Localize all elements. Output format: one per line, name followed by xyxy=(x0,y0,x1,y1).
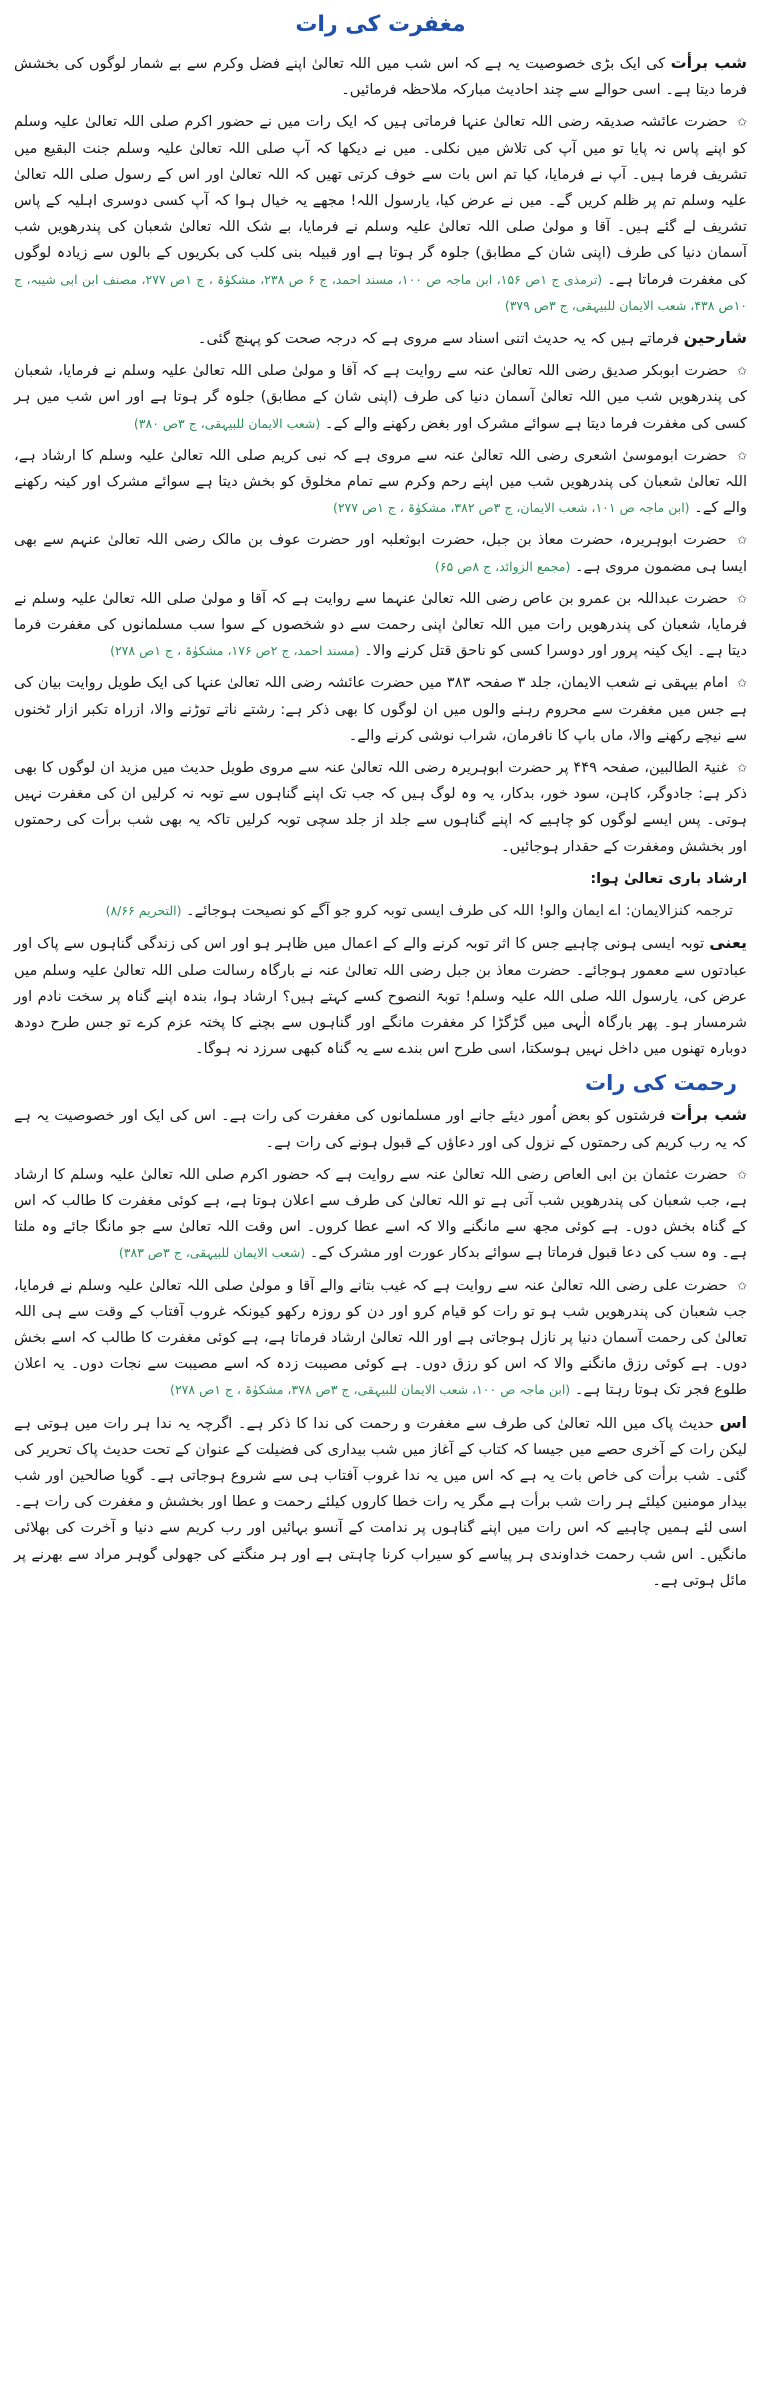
hadith-paragraph xyxy=(14,527,747,579)
hadith-paragraph xyxy=(14,1162,747,1267)
commentators-lead: شارحین xyxy=(683,328,747,348)
star-icon: ✩ xyxy=(736,448,747,463)
tawbah-text: توبہ ایسی ہونی چاہیے جس کا اثر توبہ کرنے والے کے اعمال میں ظاہر ہو اور اس کی زندگی گناہوں سے پاک اور عبادتوں سے معمور ہوجائے۔ حضرت معاذ بن جبل رضی اللہ تعالیٰ عنہ نے بارگاہ رسالت صلی اللہ تعالیٰ علیہ وسلم میں عرض کی، یارسول اللہ صلی اللہ علیہ وسلم! توبۃ النصوح کسے کہتے ہیں؟ ارشاد ہوا، بندہ اپنے گناہ پر سخت نادم اور شرمسار ہو۔ پھر بارگاہ الٰہی میں گڑگڑا کر مغفرت مانگے اور گناہوں سے بچنے کا پختہ عزم کرے تو جس طرح دودھ دوبارہ تھنوں میں داخل نہیں ہوسکتا، اسی طرح اس بندے سے یہ گناہ کبھی سرزد نہ ہوگا۔ xyxy=(14,935,747,1058)
star-icon: ✩ xyxy=(736,533,747,548)
hadith-paragraph xyxy=(14,109,747,319)
hadith-text: حضرت عائشہ صدیقہ رضی اللہ تعالیٰ عنہا فرماتی ہیں کہ ایک رات میں نے حضور اکرم صلی اللہ تعالیٰ علیہ وسلم کو اپنے پاس نہ پایا تو میں آپ کی تلاش میں نکلی۔ میں نے دیکھا کہ آپ صلی اللہ تعالیٰ علیہ وسلم جنت البقیع میں تشریف فرما ہیں۔ آپ نے فرمایا، کیا تم اس بات سے خوف کرتی تھیں کہ اللہ تعالیٰ اور اس کے رسول صلی اللہ تعالیٰ علیہ وسلم تم پر ظلم کریں گے۔ میں نے عرض کیا، یارسول اللہ! مجھے یہ خیال ہوا کہ آپ کسی دوسری اہلیہ کے پاس تشریف لے گئے ہیں۔ آقا و مولیٰ صلی اللہ تعالیٰ علیہ وسلم نے فرمایا، بے شک اللہ تعالیٰ شعبان کی پندرھویں شب آسمان دنیا کی طرف (اپنی شان کے مطابق) جلوہ گر ہوتا ہے اور قبیلہ بنی کلب کی بکریوں کے بالوں سے زیادہ لوگوں کی مغفرت فرماتا ہے۔ xyxy=(14,113,748,288)
intro-lead: شب برأت xyxy=(670,1105,748,1125)
section-title: رحمت کی رات xyxy=(584,1071,737,1096)
hadith-reference: (ترمذی ج ۱ص ۱۵۶، ابن ماجہ ص ۱۰۰، مسند احمد، ج ۶ ص ۲۳۸، مشکوٰۃ ، ج ۱ص ۲۷۷، مصنف ابن ابی شیبہ، ج ۱۰ص ۴۳۸، شعب الایمان للبیہقی، ج ۳ص ۳۷۹) xyxy=(14,271,747,313)
hadith-paragraph xyxy=(14,1273,747,1404)
translation-reference: (التحریم ۸/۶۶) xyxy=(105,903,182,919)
closing-lead: اس xyxy=(719,1412,747,1432)
star-icon: ✩ xyxy=(736,1167,747,1182)
hadith-text: حضرت علی رضی اللہ تعالیٰ عنہ سے روایت ہے کہ غیب بتانے والے آقا و مولیٰ صلی اللہ تعالیٰ علیہ وسلم نے فرمایا، جب شعبان کی پندرھویں شب ہو تو رات کو قیام کرو اور دن کو روزہ رکھو کیونکہ غروب آفتاب کے وقت سے ہی اللہ تعالیٰ کی رحمت آسمان دنیا پر نازل ہوجاتی ہے اور اللہ تعالیٰ ارشاد فرماتا ہے، ہے کوئی مغفرت کا طالب کہ اسے بخش دوں۔ ہے کوئی رزق مانگنے والا کہ اس کو رزق دوں۔ ہے کوئی مصیبت زدہ کہ اسے مصیبت سے نجات دوں۔ یہ اعلان طلوع فجر تک ہوتا رہتا ہے۔ xyxy=(14,1276,747,1399)
translation-paragraph xyxy=(14,898,747,924)
intro-paragraph xyxy=(14,1102,747,1155)
star-icon: ✩ xyxy=(736,591,747,606)
page-title: مغفرت کی رات xyxy=(295,12,466,37)
hadith-reference: (مجمع الزوائد، ج ۸ص ۶۵) xyxy=(434,558,571,574)
translation-text: ترجمہ کنزالایمان: اے ایمان والو! اللہ کی طرف ایسی توبہ کرو جو آگے کو نصیحت ہوجائے۔ xyxy=(186,902,733,920)
hadith-text: حضرت عبداللہ بن عمرو بن عاص رضی اللہ تعالیٰ عنہما سے روایت ہے کہ آقا و مولیٰ صلی اللہ تعالیٰ علیہ وسلم نے فرمایا، شعبان کی پندرھویں رات میں اللہ تعالیٰ اپنی رحمت سے دو شخصوں کے سوا سب مسلمانوں کی مغفرت فرما دیتا ہے۔ ایک کینہ پرور اور دوسرا کسی کو ناحق قتل کرنے والا۔ xyxy=(14,589,747,660)
tawbah-lead: یعنی xyxy=(709,933,747,953)
star-icon: ✩ xyxy=(736,364,748,379)
hadith-paragraph xyxy=(14,755,747,860)
intro-lead: شب برأت xyxy=(670,53,748,72)
hadith-text: حضرت ابوبکر صدیق رضی اللہ تعالیٰ عنہ سے روایت ہے کہ آقا و مولیٰ صلی اللہ تعالیٰ علیہ وسلم نے فرمایا، شعبان کی پندرھویں شب میں اللہ تعالیٰ آسمان دنیا کی طرف (اپنی شان کے مطابق) جلوہ گر ہوتا ہے اور اس شب میں ہر کسی کی مغفرت فرما دیتا ہے سوائے مشرک اور بغض رکھنے والے کے۔ xyxy=(14,362,747,432)
hadith-text: غنیۃ الطالبین، صفحہ ۴۴۹ پر حضرت ابوہریرہ رضی اللہ تعالیٰ عنہ سے مروی طویل حدیث میں مزید ان لوگوں کا بھی ذکر ہے: جادوگر، کاہن، سود خور، بدکار، یہ وہ لوگ ہیں کہ جب تک اپنے گناہوں سے توبہ نہ کرلیں ان کی مغفرت نہیں ہوتی۔ پس ایسے لوگوں کو چاہیے کہ اپنے گناہوں سے جلد از جلد سچی توبہ کرلیں تاکہ یہ بھی شب برأت کی رحمتوں اور بخشش ومغفرت کے حقدار ہوجائیں۔ xyxy=(14,759,747,855)
intro-text: کی ایک بڑی خصوصیت یہ ہے کہ اس شب میں اللہ تعالیٰ اپنے فضل وکرم سے بے شمار لوگوں کی بخشش فرما دیتا ہے۔ اسی حوالے سے چند احادیث مبارکہ ملاحظہ فرمائیں۔ xyxy=(14,55,747,99)
hadith-text: امام بیہقی نے شعب الایمان، جلد ۳ صفحہ ۳۸۳ میں حضرت عائشہ رضی اللہ تعالیٰ عنہا کی ایک طویل روایت بیان کی ہے جس میں مغفرت سے محروم رہنے والوں میں ان لوگوں کا بھی ذکر ہے: رشتے ناتے توڑنے والا، ازراہ تکبر ازار ٹخنوں سے نیچے رکھنے والا، ماں باپ کا نافرمان، شراب نوشی کرنے والے۔ xyxy=(14,674,747,744)
closing-paragraph xyxy=(14,1410,747,1594)
closing-text: حدیث پاک میں اللہ تعالیٰ کی طرف سے مغفرت و رحمت کی ندا کا ذکر ہے۔ اگرچہ یہ ندا ہر رات میں ہوتی ہے لیکن رات کے آخری حصے میں جیسا کہ کتاب کے آغاز میں شب بیداری کی فضیلت کے عنوان کے تحت حدیث پاک تحریر کی گئی۔ شب برأت کی خاص بات یہ ہے کہ اس میں یہ ندا غروب آفتاب ہی سے شروع ہوجاتی ہے۔ گویا صالحین اور شب بیدار مومنین کیلئے ہر رات شب برأت ہے مگر یہ رات خطا کاروں کیلئے رحمت و عطا اور بخشش و مغفرت کی رات ہے۔ اسی لئے ہمیں چاہیے کہ اس رات میں اپنے گناہوں پر ندامت کے آنسو بہائیں اور رب کریم سے دنیا و آخرت کی بھلائی مانگیں۔ اس شب رحمت خداوندی ہر پیاسے کو سیراب کرنا چاہتی ہے اور ہر منگتے کی جھولی گوہر مراد سے بھرنے پر مائل ہوتی ہے۔ xyxy=(14,1414,747,1589)
intro-paragraph xyxy=(14,50,747,103)
hadith-paragraph xyxy=(14,358,747,437)
hadith-paragraph xyxy=(14,670,747,749)
intro-text: فرشتوں کو بعض اُمور دیئے جانے اور مسلمانوں کی مغفرت کی رات ہے۔ اس کی ایک اور خصوصیت یہ ہے کہ یہ رب کریم کی رحمتوں کے نزول کی اور دعاؤں کے قبول ہونے کی رات ہے۔ xyxy=(14,1107,747,1151)
hadith-reference: (ابن ماجہ ص ۱۰۱، شعب الایمان، ج ۳ص ۳۸۲، مشکوٰۃ ، ج ۱ص ۲۷۷) xyxy=(332,500,690,516)
hadith-text: حضرت ابوموسیٰ اشعری رضی اللہ تعالیٰ عنہ سے مروی ہے کہ نبی کریم صلی اللہ تعالیٰ علیہ وسلم کا ارشاد ہے، اللہ تعالیٰ شعبان کی پندرھویں شب میں اپنے رحم وکرم سے تمام مخلوق کو بخش دیتا ہے سوائے مشرک اور کینہ رکھنے والے کے۔ xyxy=(14,446,747,517)
hadith-paragraph xyxy=(14,443,747,522)
commentators-paragraph xyxy=(14,325,747,352)
star-icon: ✩ xyxy=(736,761,747,776)
hadith-paragraph xyxy=(14,586,747,665)
irshad-label: ارشاد باری تعالیٰ ہوا: xyxy=(590,869,747,887)
star-icon: ✩ xyxy=(736,115,747,130)
star-icon: ✩ xyxy=(736,676,748,691)
hadith-reference: (مسند احمد، ج ۲ص ۱۷۶، مشکوٰۃ ، ج ۱ص ۲۷۸) xyxy=(110,643,360,659)
irshad-paragraph xyxy=(14,866,747,892)
hadith-reference: (ابن ماجہ ص ۱۰۰، شعب الایمان للبیہقی، ج ۳ص ۳۷۸، مشکوٰۃ ، ج ۱ص ۲۷۸) xyxy=(170,1382,571,1398)
hadith-reference: (شعب الایمان للبیہقی، ج ۳ص ۳۸۰) xyxy=(133,415,321,431)
star-icon: ✩ xyxy=(736,1278,748,1293)
hadith-text: حضرت عثمان بن ابی العاص رضی اللہ تعالیٰ عنہ سے روایت ہے کہ حضور اکرم صلی اللہ تعالیٰ علیہ وسلم کا ارشاد ہے، جب شعبان کی پندرھویں شب آتی ہے تو اللہ تعالیٰ کی طرف سے اعلان ہوتا ہے، ہے کوئی مغفرت کا طالب کہ اس کے گناہ بخش دوں۔ ہے کوئی مجھ سے مانگنے والا کہ اسے عطا کروں۔ اس وقت اللہ تعالیٰ سے جو مانگا جائے وہ ملتا ہے۔ وہ سب کی دعا قبول فرماتا ہے سوائے بدکار عورت اور مشرک کے۔ xyxy=(14,1165,747,1262)
hadith-reference: (شعب الایمان للبیہقی، ج ۳ص ۳۸۳) xyxy=(118,1245,306,1261)
hadith-text: حضرت ابوہریرہ، حضرت معاذ بن جبل، حضرت ابوثعلبہ اور حضرت عوف بن مالک رضی اللہ تعالیٰ عنہم سے بھی ایسا ہی مضمون مروی ہے۔ xyxy=(14,531,747,575)
tawbah-paragraph xyxy=(14,930,747,1062)
commentators-text: فرماتے ہیں کہ یہ حدیث اتنی اسناد سے مروی ہے کہ درجہ صحت کو پہنچ گئی۔ xyxy=(197,330,679,348)
